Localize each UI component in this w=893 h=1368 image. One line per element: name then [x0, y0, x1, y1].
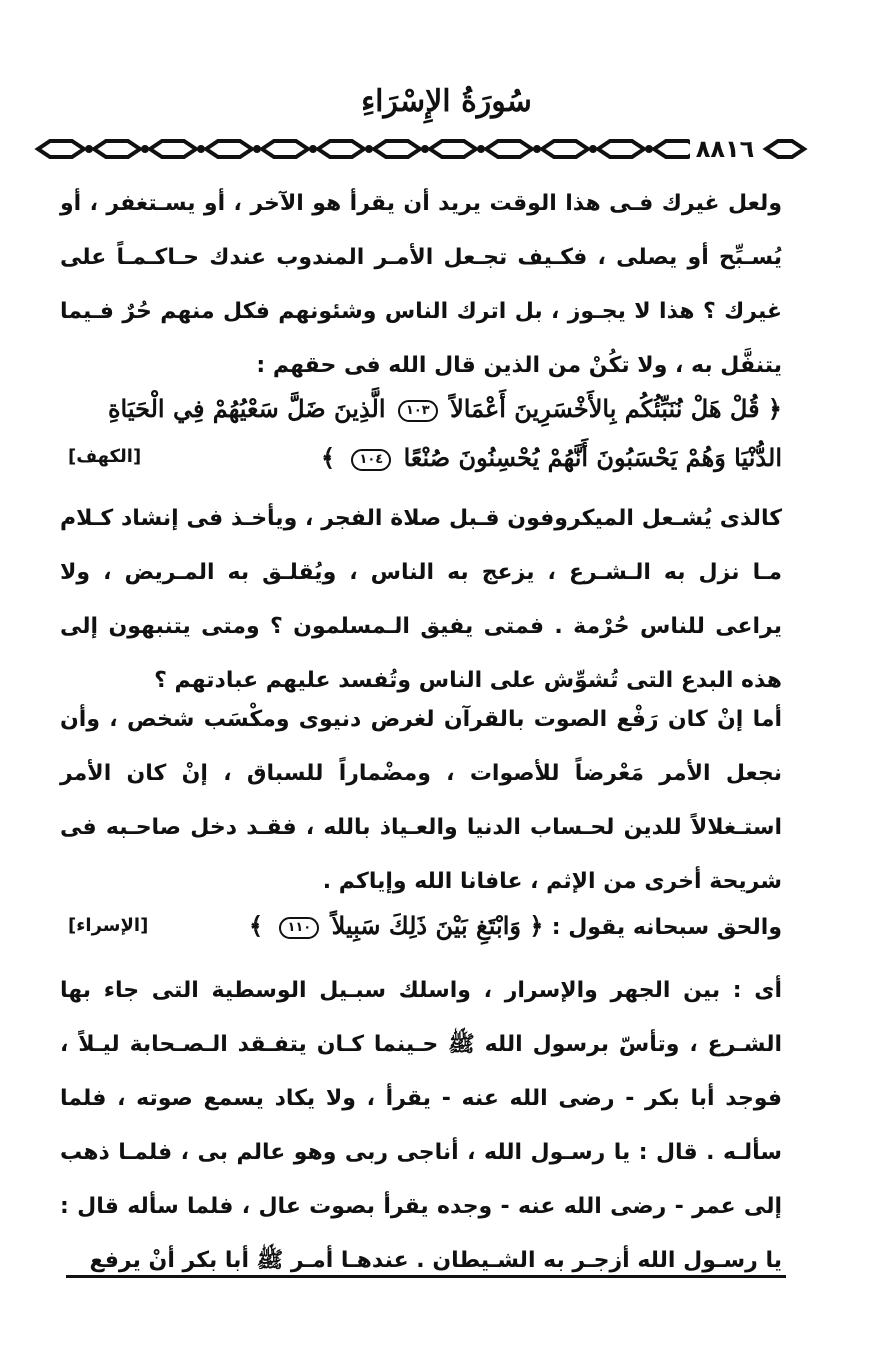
verse-text: الدُّنْيَا وَهُمْ يَحْسَبُونَ أَنَّهُمْ يُحْسِنُونَ صُنْعًا	[403, 443, 782, 472]
ayah-number-marker: ١٠٤	[351, 449, 391, 471]
closing-bracket: ﴾	[249, 911, 264, 940]
quran-verse-line-1	[60, 384, 782, 434]
paragraph-1: ولعل غيرك فـى هذا الوقت يريد أن يقرأ هو الآخر ، أو يسـتغفر ، أو يُسـبِّح أو يصلى ، فكـيف تجـعل الأمـر المندوب عندك حـاكـمـاً على غيرك ؟ هذا لا يجـوز ، بل اترك الناس وشئونهم فكل منهم حُرٌ فـيما يتنفَّل به ، ولا تكُنْ من الذين قال الله فى حقهم :	[60, 191, 782, 378]
paragraph-2: كالذى يُشـعل الميكروفون قـبل صلاة الفجر ، ويأخـذ فى إنشاد كـلام مـا نزل به الـشـرع ، يزعج به الناس ، ويُقلـق به المـريض ، ولا يراعى للناس حُرْمة . فمتى يفيق الـمسلمون ؟ ومتى يتنبهون إلى هذه البدع التى تُشوِّش على الناس وتُفسد عليهم عبادتهم ؟	[60, 506, 782, 693]
surah-reference-kahf: [الكهف]	[68, 446, 142, 467]
surah-reference-isra: [الإسراء]	[68, 915, 149, 936]
verse-text: الَّذِينَ ضَلَّ سَعْيُهُمْ فِي الْحَيَاةِ	[107, 394, 386, 423]
verse-text: ﴿ وَابْتَغِ بَيْنَ ذَلِكَ سَبِيلاً	[331, 911, 544, 940]
quran-verse-line-3	[60, 901, 782, 953]
paragraph-3: أما إنْ كان رَفْع الصوت بالقرآن لغرض دنيوى ومكْسَب شخص ، وأن نجعل الأمر مَعْرضاً للأصوات ، ومضْماراً للسباق ، إنْ كان الأمر استـغلالاً للدين لحـساب الدنيا والعـياذ بالله ، فقـد دخل صاحـبه فى شريحة أخرى من الإثم ، عافانا الله وإياكم .	[60, 707, 782, 894]
footer-rule	[66, 1275, 786, 1278]
ayah-number-marker: ١١٠	[279, 917, 319, 939]
paragraph-4: أى : بين الجهر والإسرار ، واسلك سبـيل الوسطية التى جاء بها الشـرع ، وتأسّ برسول الله ﷺ حـينما كـان يتفـقد الـصـحابة ليـلاً ، فوجد أبا بكر - رضى الله عنه - يقرأ ، ولا يكاد يسمع صوته ، فلما سألـه . قال : يا رسـول الله ، أناجى ربى وهو عالم بى ، فلمـا ذهب إلى عمر - رضى الله عنه - وجده يقرأ بصوت عال ، فلما سأله قال : يا رسـول الله أزجـر به الشـيطان . عندهـا أمـر ﷺ أبا بكر أنْ يرفع	[60, 978, 782, 1273]
quran-verse-line-2	[60, 433, 782, 483]
page-number: ٨٨١٦	[690, 134, 760, 164]
surah-title: سُورَةُ الإِسْرَاءِ	[361, 84, 532, 119]
verse-text: ﴿ قُلْ هَلْ نُنَبِّئُكُم بِالأَخْسَرِينَ أَعْمَالاً	[450, 394, 782, 423]
closing-bracket: ﴾	[321, 443, 336, 472]
verse-intro: والحق سبحانه يقول :	[551, 915, 782, 940]
ayah-number-marker: ١٠٣	[398, 400, 438, 422]
